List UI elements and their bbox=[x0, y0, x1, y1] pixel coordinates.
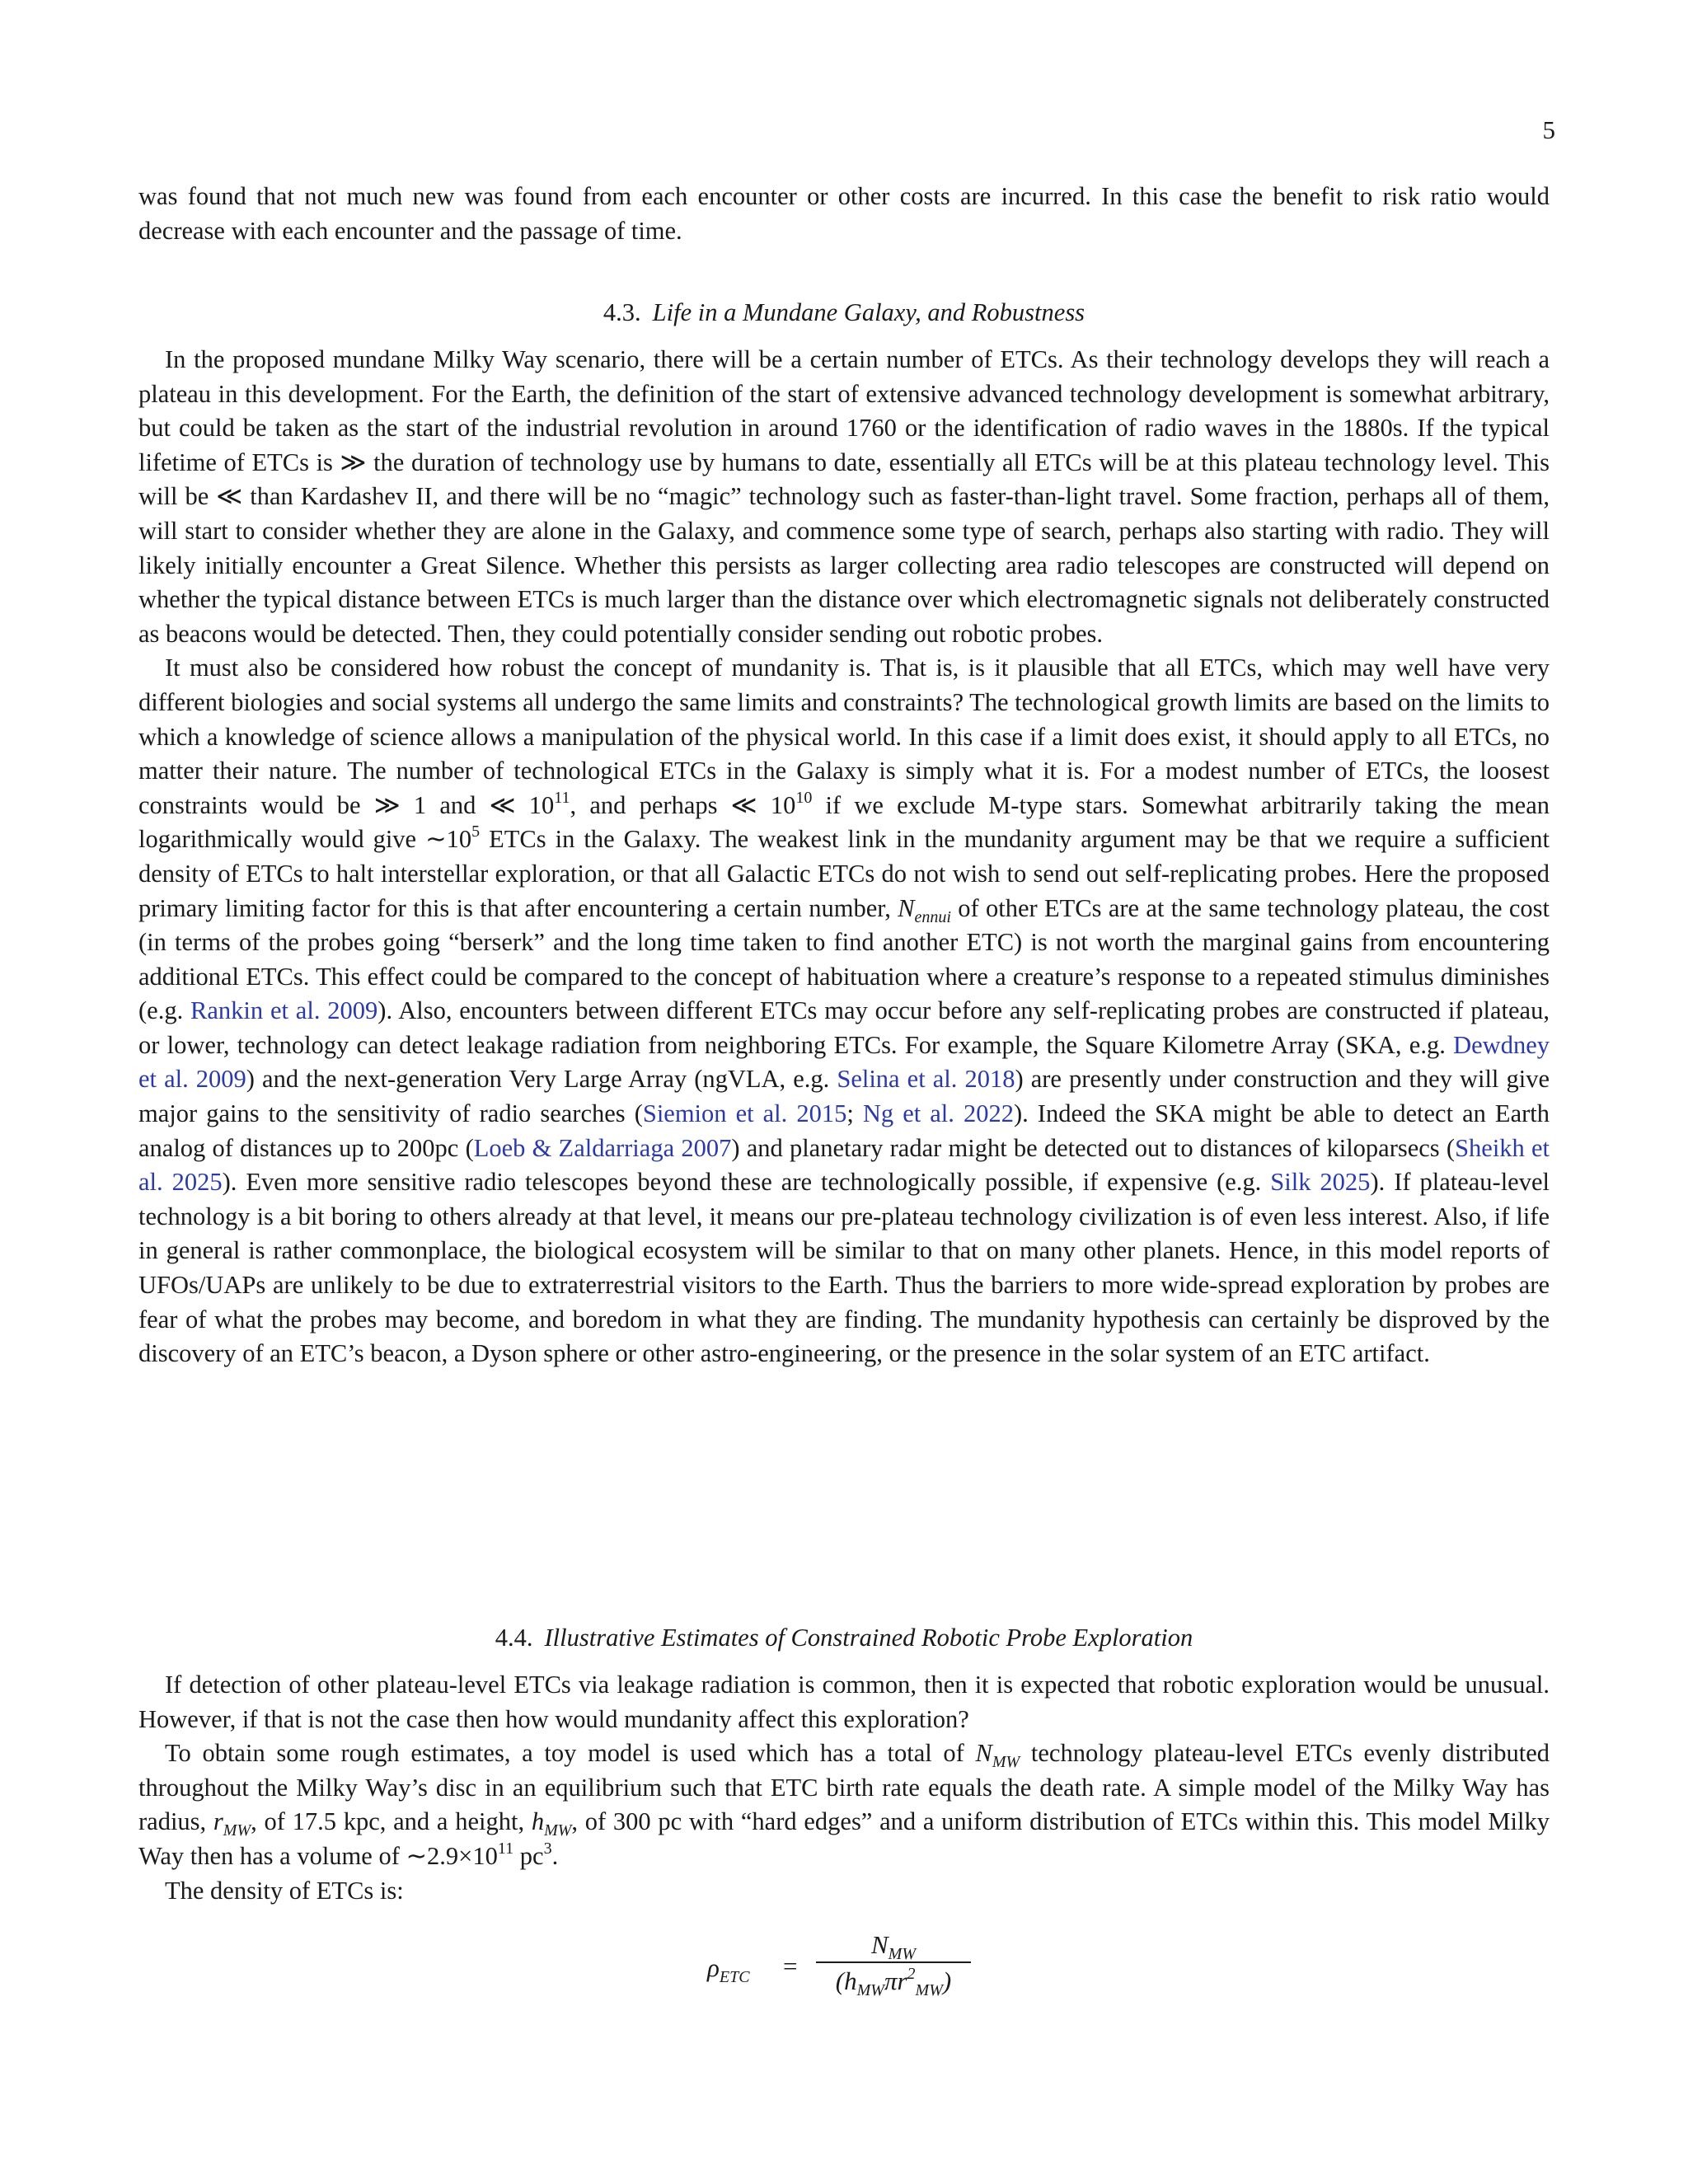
equals-sign: = bbox=[783, 1952, 798, 1980]
citation-link[interactable]: Siemion et al. 2015 bbox=[642, 1099, 847, 1128]
section-number: 4.3. bbox=[603, 298, 641, 326]
section-4-4-body bbox=[138, 1668, 1550, 1908]
citation-link[interactable]: Sheikh et al. 2025 bbox=[138, 1133, 1550, 1197]
section-number: 4.4. bbox=[495, 1624, 533, 1652]
fraction-denominator: $(h_{MW}\pi r^2_{MW})$ bbox=[835, 1964, 952, 2000]
citation-link[interactable]: Dewdney et al. 2009 bbox=[138, 1030, 1550, 1094]
equation-fraction bbox=[816, 1930, 971, 2000]
citation-link[interactable]: Loeb & Zaldarriaga 2007 bbox=[473, 1133, 732, 1162]
paragraph: To obtain some rough estimates, a toy model is used which has a total of $N_{MW}$ technology plateau-level ETCs evenly distributed throughout the Milky Way’s disc in an equilibrium such that ETC birth rate equals the death rate. A simple model of the Milky Way has radius, $r_{MW}$, of 17.5 kpc, and a height, $h_{MW}$, of 300 pc with “hard edges” and a uniform distribution of ETCs within this. This model Milky Way then has a volume of $\sim 2.9\times 10^{11}$ $pc^3$. bbox=[138, 1739, 1550, 1870]
paragraph: It must also be considered how robust the concept of mundanity is. That is, is it plausible that all ETCs, which may well have very different biologies and social systems all undergo the same limits and constraints? The technological growth limits are based on the limits to which a knowledge of science allows a manipulation of the physical world. In this case if a limit does exist, it should apply to all ETCs, no matter their nature. The number of technological ETCs in the Galaxy is simply what it is. For a modest number of ETCs, the loosest constraints would be ≫ 1 and ≪ $10^{11}$, and perhaps ≪ $10^{10}$ if we exclude M-type stars. Somewhat arbitrarily taking the mean logarithmically would give $\sim 10^5$ ETCs in the Galaxy. The weakest link in the mundanity argument may be that we require a sufficient density of ETCs to halt interstellar exploration, or that all Galactic ETCs do not wish to send out self-replicating probes. Here the proposed primary limiting factor for this is that after encountering a certain number, $N_{ennui}$ of other ETCs are at the same technology plateau, the cost (in terms of the probes going “berserk” and the long time taken to find another ETC) is not worth the marginal gains from encountering additional ETCs. This effect could be compared to the concept of habituation where a creature’s response to a repeated stimulus diminishes (e.g. Rankin et al. 2009). Also, encounters between different ETCs may occur before any self-replicating probes are constructed if plateau, or lower, technology can detect leakage radiation from neighboring ETCs. For example, the Square Kilometre Array (SKA, e.g. Dewdney et al. 2009) and the next-generation Very Large Array (ngVLA, e.g. Selina et al. 2018) are presently under construction and they will give major gains to the sensitivity of radio searches (Siemion et al. 2015; Ng et al. 2022). Indeed the SKA might be able to detect an Earth analog of distances up to 200pc (Loeb & Zaldarriaga 2007) and planetary radar might be detected out to distances of kiloparsecs (Sheikh et al. 2025). Even more sensitive radio telescopes beyond these are technologically possible, if expensive (e.g. Silk 2025). If plateau-level technology is a bit boring to others already at that level, it means our pre-plateau technology civilization is of even less interest. Also, if life in general is rather commonplace, the biological ecosystem will be similar to that on many other planets. Hence, in this model reports of UFOs/UAPs are unlikely to be due to extraterrestrial visitors to the Earth. Thus the barriers to more wide-spread exploration by probes are fear of what the probes may become, and boredom in what they are finding. The mundanity hypothesis can certainly be disproved by the discovery of an ETC’s beacon, a Dyson sphere or other astro-engineering, or the presence in the solar system of an ETC artifact. bbox=[138, 654, 1550, 1368]
density-equation bbox=[707, 1930, 987, 2004]
equation-lhs: $\rho_{ETC}$ bbox=[707, 1953, 750, 1987]
page-number: 5 bbox=[1542, 115, 1555, 144]
section-heading-4-4 bbox=[138, 1624, 1550, 1652]
section-title: Illustrative Estimates of Constrained Robotic Probe Exploration bbox=[544, 1624, 1193, 1652]
r-mw-symbol: $r_{MW}$ bbox=[213, 1807, 251, 1840]
paragraph: was found that not much new was found from each encounter or other costs are incurred. In this case the benefit to risk ratio would decrease with each encounter and the passage of time. bbox=[138, 182, 1550, 245]
paragraph: The density of ETCs is: bbox=[165, 1876, 404, 1905]
citation-link[interactable]: Rankin et al. 2009 bbox=[190, 996, 378, 1025]
n-mw-symbol: $N_{MW}$ bbox=[975, 1739, 1020, 1772]
paragraph: If detection of other plateau-level ETCs via leakage radiation is common, then it is expected that robotic exploration would be unusual. However, if that is not the case then how would mundanity affect this exploration? bbox=[138, 1671, 1550, 1733]
section-4-3-body bbox=[138, 343, 1550, 1371]
continuation-paragraph bbox=[138, 180, 1550, 248]
fraction-numerator: $N_{MW}$ bbox=[870, 1930, 916, 1964]
h-mw-symbol: $h_{MW}$ bbox=[531, 1807, 572, 1840]
citation-link[interactable]: Ng et al. 2022 bbox=[862, 1099, 1014, 1128]
section-title: Life in a Mundane Galaxy, and Robustness bbox=[652, 298, 1085, 326]
citation-link[interactable]: Selina et al. 2018 bbox=[837, 1065, 1015, 1094]
paragraph: In the proposed mundane Milky Way scenario, there will be a certain number of ETCs. As their technology develops they will reach a plateau in this development. For the Earth, the definition of the start of extensive advanced technology development is somewhat arbitrary, but could be taken as the start of the industrial revolution in around 1760 or the identification of radio waves in the 1880s. If the typical lifetime of ETCs is ≫ the duration of technology use by humans to date, essentially all ETCs will be at this plateau technology level. This will be ≪ than Kardashev II, and there will be no “magic” technology such as faster-than-light travel. Some fraction, perhaps all of them, will start to consider whether they are alone in the Galaxy, and commence some type of search, perhaps also starting with radio. They will likely initially encounter a Great Silence. Whether this persists as larger collecting area radio telescopes are constructed will depend on whether the typical distance between ETCs is much larger than the distance over which electromagnetic signals not deliberately constructed as beacons would be detected. Then, they could potentially consider sending out robotic probes. bbox=[138, 345, 1550, 648]
section-heading-4-3 bbox=[138, 298, 1550, 327]
n-ennui-symbol: $N_{ennui}$ bbox=[898, 893, 951, 926]
citation-link[interactable]: Silk 2025 bbox=[1270, 1168, 1371, 1197]
